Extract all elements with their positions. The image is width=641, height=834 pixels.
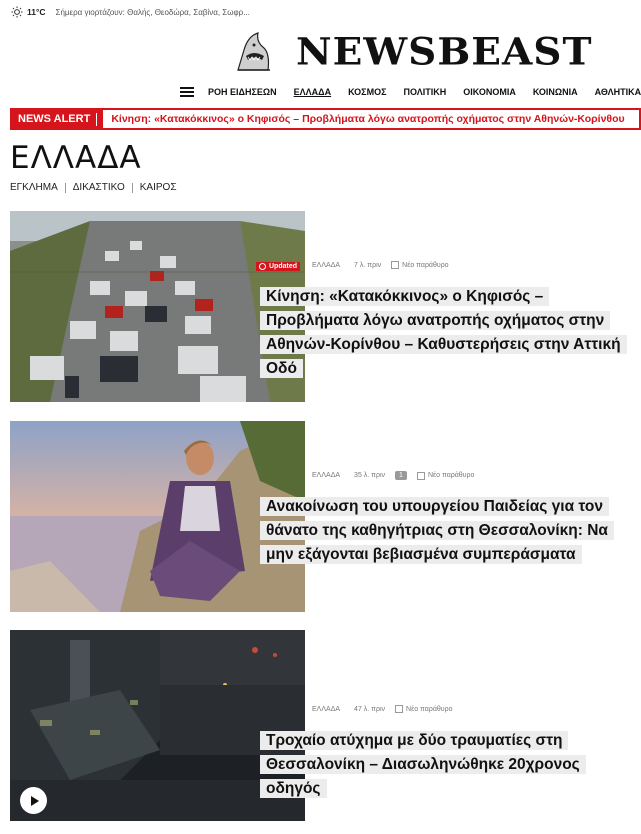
open-new-window[interactable] [417,472,474,480]
article-headline[interactable] [260,495,630,567]
play-icon [28,795,40,807]
open-new-window[interactable] [395,705,452,713]
article-headline-text[interactable]: Κίνηση: «Κατακόκκινος» ο Κηφισός – Προβλήματα λόγω ανατροπής οχήματος στην Αθηνών-Κορίνθου – Καθυστερήσεις στην Αττική Οδό [260,287,627,378]
updated-label: Updated [269,263,297,270]
nav-item-society[interactable]: ΚΟΙΝΩΝΙΑ [532,87,578,97]
article-time: 35 λ. πριν [354,472,386,479]
page-title: ΕΛΛΑΔΑ [10,140,142,176]
article-card[interactable] [10,421,641,612]
article-card[interactable] [10,630,641,821]
nav-item-sports[interactable]: ΑΘΛΗΤΙΚΑ [594,87,641,97]
hamburger-menu-icon[interactable] [180,85,194,99]
comment-count-badge[interactable]: 1 [395,471,407,480]
article-time: 47 λ. πριν [354,705,386,713]
main-nav [180,82,641,102]
news-alert-bar [10,108,641,130]
article-category[interactable]: ΕΛΛΑΔΑ [312,261,341,269]
open-new-window-label: Νέο παράθυρο [402,261,449,269]
news-alert-tag [12,110,103,128]
article-headline[interactable] [260,285,630,381]
open-new-window-label: Νέο παράθυρο [427,472,475,479]
nav-item-economy[interactable]: ΟΙΚΟΝΟΜΙΑ [463,87,516,97]
divider [65,183,66,193]
article-time: 7 λ. πριν [354,261,382,269]
article-category[interactable]: ΕΛΛΑΔΑ [312,472,341,479]
article-meta [312,471,474,480]
weather-bar [10,4,630,20]
subcategory-court[interactable]: ΔΙΚΑΣΤΙΚΟ [72,182,125,193]
site-logo[interactable] [234,28,592,76]
sun-icon [10,5,24,19]
divider [132,183,133,193]
subcategory-weather[interactable]: ΚΑΙΡΟΣ [139,182,177,193]
video-play-button[interactable] [20,787,47,814]
article-category[interactable]: ΕΛΛΑΔΑ [312,705,341,713]
nav-item-politics[interactable]: ΠΟΛΙΤΙΚΗ [403,87,447,97]
article-headline-text[interactable]: Τροχαίο ατύχημα με δύο τραυματίες στη Θεσσαλονίκη – Διασωληνώθηκε 20χρονος οδηγός [260,731,586,798]
nav-item-greece[interactable]: ΕΛΛΑΔΑ [293,87,332,97]
nav-item-world[interactable]: ΚΟΣΜΟΣ [348,87,387,97]
article-card[interactable] [10,211,641,402]
news-alert-label: NEWS ALERT [18,113,91,125]
article-meta [312,261,449,269]
open-new-window-label: Νέο παράθυρο [406,705,453,713]
news-alert-text[interactable]: Κίνηση: «Κατακόκκινος» ο Κηφισός – Προβλήματα λόγω ανατροπής οχήματος στην Αθηνών-Κορίνθου [111,113,625,125]
article-meta [312,705,452,713]
open-new-window[interactable] [391,261,448,269]
shark-logo-icon [234,30,274,74]
nav-item-feed[interactable]: ΡΟΗ ΕΙΔΗΣΕΩΝ [208,87,277,97]
clock-icon [259,263,266,270]
external-link-icon [417,472,425,480]
updated-badge [256,262,300,271]
external-link-icon [391,261,399,269]
external-link-icon [395,705,403,713]
temperature: 11°C [27,7,46,17]
subcategory-nav [10,182,177,193]
subcategory-crime[interactable]: ΕΓΚΛΗΜΑ [10,182,58,193]
logo-wordmark: NEWSBEAST [296,30,593,74]
article-headline-text[interactable]: Ανακοίνωση του υπουργείου Παιδείας για τον θάνατο της καθηγήτριας στη Θεσσαλονίκη: Να μην εξάγονται βεβιασμένα συμπεράσματα [260,497,614,564]
namedays-text[interactable]: Σήμερα γιορτάζουν: Θαλής, Θεοδώρα, Σαβίνα, Σωφρ... [55,7,250,17]
article-headline[interactable] [260,729,630,801]
